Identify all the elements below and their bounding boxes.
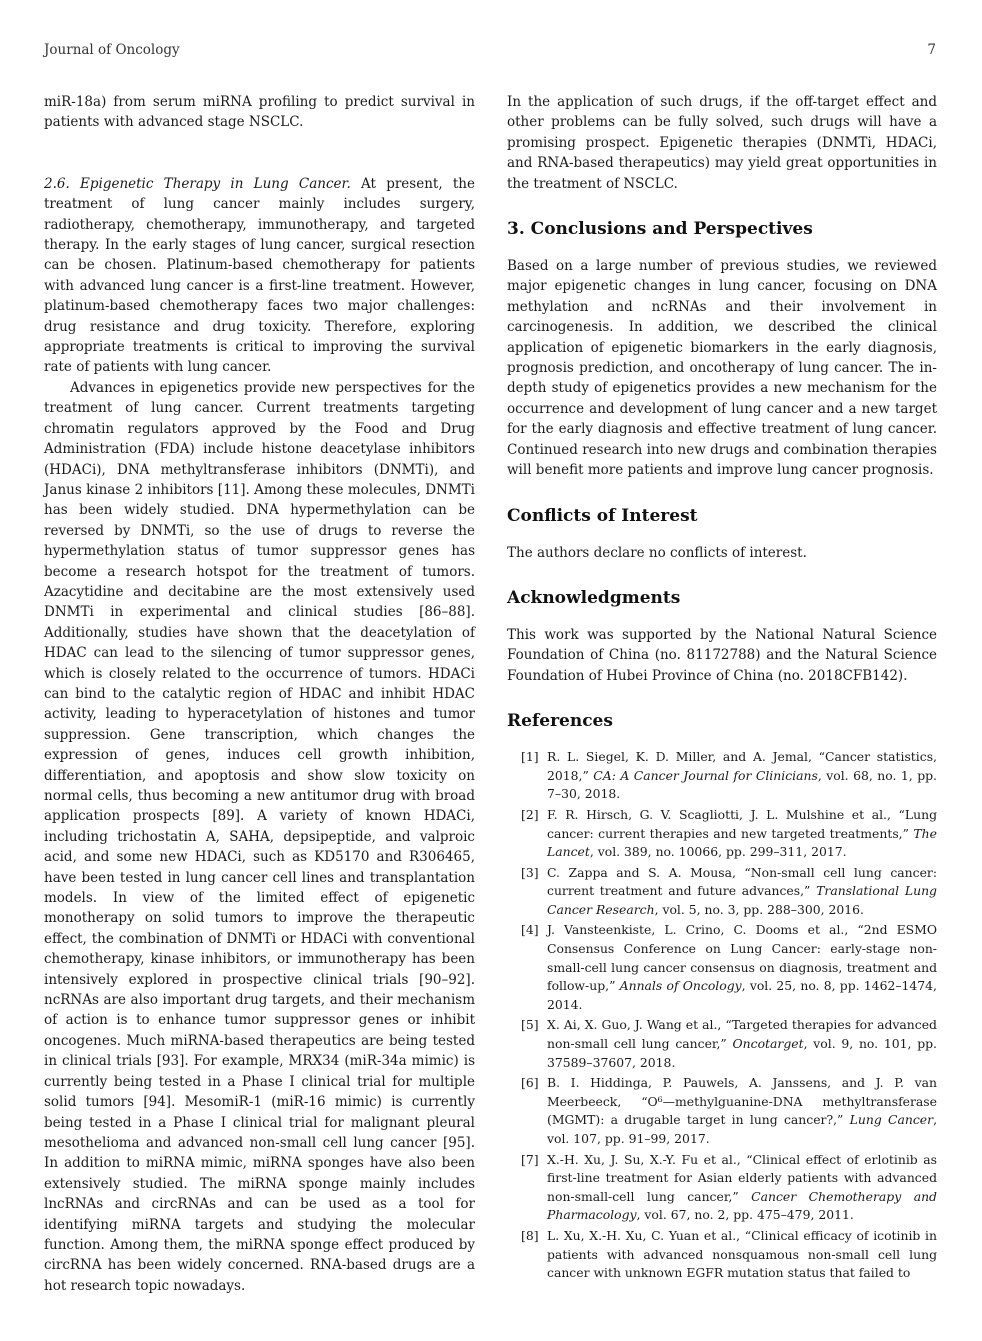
paragraph-text: At present, the treatment of lung cancer mainly includes surgery, radiotherapy, chemotherapy, immunotherapy, and targeted therapy. In the early stages of lung cancer, surgical resection can be chosen. Platinum-based chemotherapy for patients with advanced lung cancer is a first-line treatment. However, platinum-based chemotherapy faces two major challenges: drug resistance and drug toxicity. Therefore, exploring appropriate treatments is critical to improving the survival rate of patients with lung cancer. [44,175,475,376]
journal-title: Annals of Oncology [619,978,742,994]
paragraph-acknowledgments: This work was supported by the National Natural Science Foundation of China (no. 81172788) and the Natural Science Foundation of Hubei Province of China (no. 2018CFB142). [507,626,937,684]
reference-number: [8] [521,1227,539,1243]
reference-number: [3] [521,864,539,880]
paragraph-conflicts: The authors declare no conflicts of interest. [507,544,807,561]
reference-number: [2] [521,806,539,822]
journal-name: Journal of Oncology [44,42,180,58]
page-number: 7 [927,42,936,58]
subsection-title: 2.6. Epigenetic Therapy in Lung Cancer. [44,175,351,192]
paragraph-epigenetic-therapy [44,174,475,378]
journal-title: Lung Cancer [849,1112,934,1128]
journal-title: Translational Lung Cancer Research [547,883,937,917]
right-column [507,92,937,1285]
reference-item: [3] C. Zappa and S. A. Mousa, “Non-small cell lung cancer: current treatment and future advances,” Translational Lung Cancer Research, vol. 5, no. 3, pp. 288–300, 2016. [521,864,937,917]
paragraph-continued: miR-18a) from serum miRNA profiling to predict survival in patients with advanced stage NSCLC. [44,94,475,131]
journal-title: Oncotarget [732,1036,804,1052]
paragraph-continued: In the application of such drugs, if the off-target effect and other problems can be fully solved, such drugs will have a promising prospect. Epigenetic therapies (DNMTi, HDACi, and RNA-based therapeutics) may yield great opportunities in the treatment of NSCLC. [507,94,937,192]
reference-item: [5] X. Ai, X. Guo, J. Wang et al., “Targeted therapies for advanced non-small cell lung cancer,” Oncotarget, vol. 9, no. 101, pp. 37589–37607, 2018. [521,1017,937,1070]
reference-item: [6] B. I. Hiddinga, P. Pauwels, A. Janssens, and J. P. van Meerbeeck, “O⁶—methylguanine-DNA methyltransferase (MGMT): a drugable target in lung cancer?,” Lung Cancer, vol. 107, pp. 91–99, 2017. [521,1075,938,1146]
section-heading-conclusions: 3. Conclusions and Perspectives [507,219,813,240]
paragraph-conclusions: Based on a large number of previous studies, we reviewed major epigenetic changes in lung cancer, focusing on DNA methylation and ncRNAs and their involvement in carcinogenesis. In addition, we described the clinical application of epigenetic biomarkers in the early diagnosis, prognosis prediction, and oncotherapy of lung cancer. The in-depth study of epigenetics provides a new mechanism for the occurrence and development of lung cancer and a new target for the early diagnosis and effective treatment of lung cancer. Continued research into new drugs and combination therapies will benefit more patients and improve lung cancer prognosis. [507,258,937,479]
journal-title: The Lancet [547,825,937,860]
reference-item: [1] R. L. Siegel, K. D. Miller, and A. Jemal, “Cancer statistics, 2018,” CA: A Cancer Journal for Clinicians, vol. 68, no. 1, pp. 7–30, 2018. [521,749,937,802]
reference-list [507,748,937,1283]
reference-item: [7] X.-H. Xu, J. Su, X.-Y. Fu et al., “Clinical effect of erlotinib as first-line treatment for Asian elderly patients with advanced non-small-cell lung cancer,” Cancer Chemotherapy and Pharmacology, vol. 67, no. 2, pp. 475–479, 2011. [521,1151,937,1223]
reference-number: [7] [521,1151,539,1167]
reference-number: [6] [521,1075,539,1091]
reference-item: [2] F. R. Hirsch, G. V. Scagliotti, J. L. Mulshine et al., “Lung cancer: current therapies and new targeted treatments,” The Lancet, vol. 389, no. 10066, pp. 299–311, 2017. [521,806,937,860]
section-heading-references: References [507,711,613,732]
reference-number: [1] [521,749,539,765]
paragraph-advances: Advances in epigenetics provide new perspectives for the treatment of lung cancer. Current treatments targeting chromatin regulators approved by the Food and Drug Administration (FDA) include histone deacetylase inhibitors (HDACi), DNA methyltransferase inhibitors (DNMTi), and Janus kinase 2 inhibitors [11]. Among these molecules, DNMTi has been widely studied. DNA hypermethylation can be reversed by DNMTi, so the use of drugs to reverse the hypermethylation status of tumor suppressor genes has become a research hotspot for the treatment of tumors. Azacytidine and decitabine are the most extensively used DNMTi in experimental and clinical studies [86–88]. Additionally, studies have shown that the deacetylation of HDAC can lead to the silencing of tumor suppressor genes, which is closely related to the occurrence of tumors. HDACi can bind to the catalytic region of HDAC and inhibit HDAC activity, leading to hyperacetylation of histones and tumor suppression. Gene transcription, which changes the expression of genes, induces cell growth inhibition, differentiation, and apoptosis and show slow toxicity on normal cells, thus becoming a new antitumor drug with broad application prospects [89]. A variety of known HDACi, including trichostatin A, SAHA, depsipeptide, and valproic acid, and some new HDACi, such as KD5170 and R306465, have been tested in lung cancer cell lines and transplantation models. In view of the limited effect of epigenetic monotherapy on solid tumors to improve the therapeutic effect, the combination of DNMTi or HDACi with conventional chemotherapy, kinase inhibitors, or immunotherapy has been intensively explored in prospective clinical trials [90–92]. ncRNAs are also important drug targets, and their mechanism of action is to enhance tumor suppressor genes or inhibit oncogenes. Much miRNA-based therapeutics are being tested in clinical trials [93]. For example, MRX34 (miR-34a mimic) is currently being tested in a Phase I clinical trial for multiple solid tumors [94]. MesomiR-1 (miR-16 mimic) is currently being tested in a Phase I clinical trial for malignant pleural mesothelioma and advanced non-small cell lung cancer [95]. In addition to miRNA mimic, miRNA sponges have also been extensively studied. The miRNA sponge mainly includes lncRNAs and circRNAs and can be used as a tool for identifying miRNA targets and studying the molecular function. Among them, the miRNA sponge effect produced by circRNA has been widely concerned. RNA-based drugs are a hot research topic nowadays. [44,379,475,1294]
reference-item: [8] L. Xu, X.-H. Xu, C. Yuan et al., “Clinical efficacy of icotinib in patients with advanced nonsquamous non-small cell lung cancer with unknown EGFR mutation status that failed to [521,1227,937,1281]
left-column [44,92,475,1296]
journal-title: CA: A Cancer Journal for Clinicians [593,767,818,783]
reference-number: [4] [521,922,539,938]
section-heading-conflicts: Conflicts of Interest [507,505,698,526]
reference-item: [4] J. Vansteenkiste, L. Crino, C. Dooms et al., “2nd ESMO Consensus Conference on Lung Cancer: early-stage non-small-cell lung cancer consensus on diagnosis, treatment and follow-up,” Annals of Oncology, vol. 25, no. 8, pp. 1462–1474, 2014. [521,922,937,1012]
journal-title: Cancer Chemotherapy and Pharmacology [547,1188,937,1223]
section-heading-acknowledgments: Acknowledgments [507,587,681,608]
reference-number: [5] [521,1017,539,1033]
running-header [44,42,936,58]
